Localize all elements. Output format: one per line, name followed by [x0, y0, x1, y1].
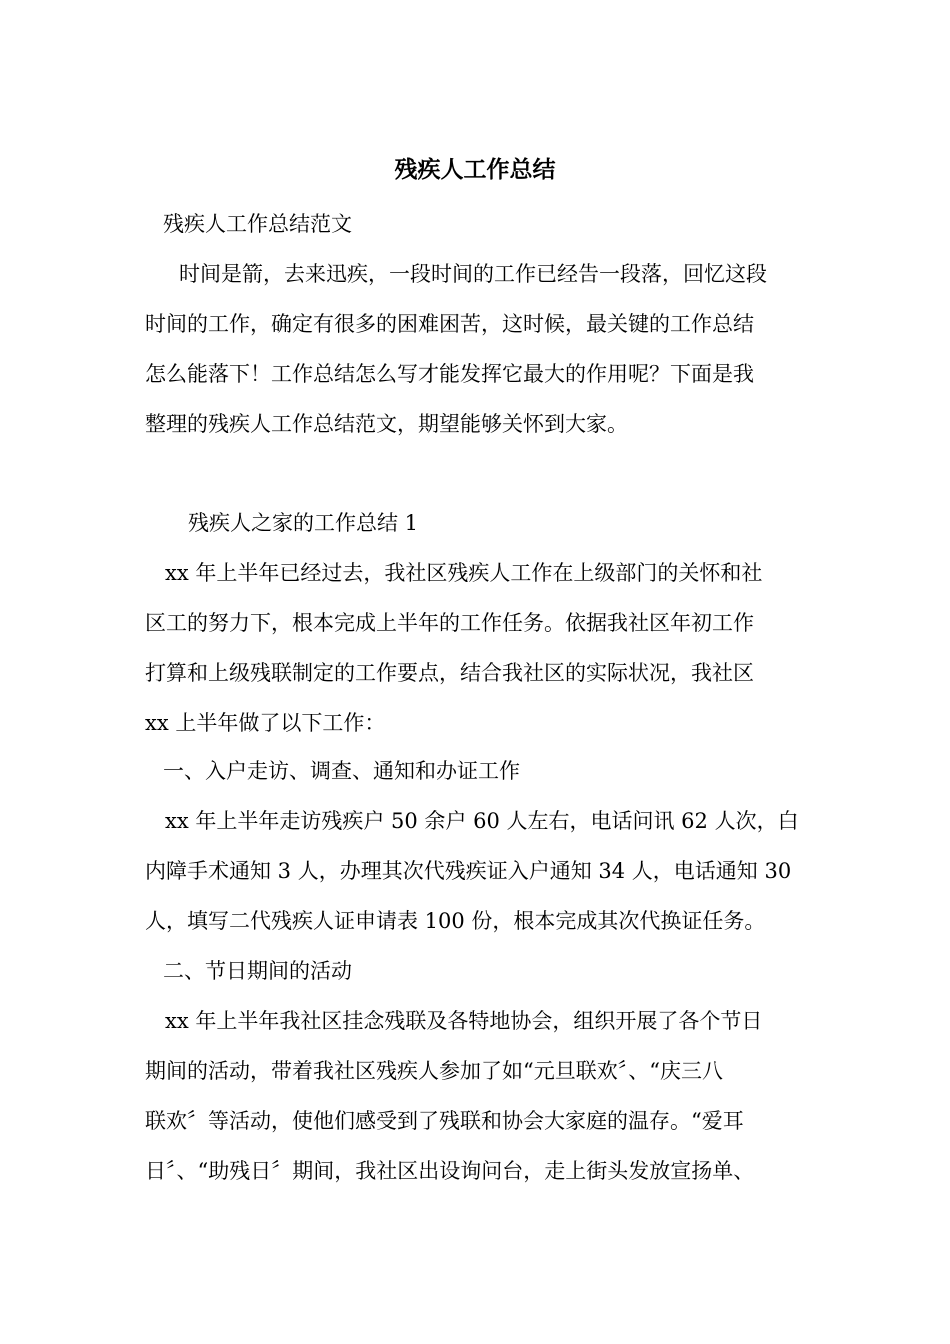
intro-line-1: 时间是箭，去来迅疾，一段时间的工作已经告一段落，回忆这段 — [179, 262, 767, 286]
subtitle-line: 残疾人工作总结范文 — [163, 212, 352, 236]
paragraph-2 — [145, 796, 810, 946]
paragraph-3 — [145, 996, 810, 1196]
intro-paragraph — [145, 249, 810, 449]
para1-line-4: xx 上半年做了以下工作： — [145, 711, 386, 735]
para2-line-1: xx 年上半年走访残疾户 50 余户 60 人左右，电话问讯 62 人次，白 — [165, 809, 799, 833]
para1-line-1: xx 年上半年已经过去，我社区残疾人工作在上级部门的关怀和社 — [165, 561, 763, 585]
para3-line-3: 联欢〞等活动，使他们感受到了残联和协会大家庭的温存。“爱耳 — [145, 1109, 744, 1133]
heading-1-line: 一、入户走访、调查、通知和办证工作 — [163, 759, 520, 783]
para2-line-2: 内障手术通知 3 人，办理其次代残疾证入户通知 34 人，电话通知 30 — [145, 859, 792, 883]
para3-line-2: 期间的活动，带着我社区残疾人参加了如“元旦联欢〞、“庆三八 — [145, 1059, 723, 1083]
heading-2-line: 二、节日期间的活动 — [163, 959, 352, 983]
document-subtitle — [163, 199, 828, 249]
intro-line-2: 时间的工作，确定有很多的困难困苦，这时候，最关键的工作总结 — [145, 312, 754, 336]
para2-line-3: 人，填写二代残疾人证申请表 100 份，根本完成其次代换证任务。 — [145, 909, 766, 933]
para3-line-4: 日〞、“助残日〞期间，我社区出设询问台，走上街头发放宣扬单、 — [145, 1159, 755, 1183]
paragraph-1 — [145, 548, 810, 748]
heading-2 — [163, 946, 828, 996]
para1-line-2: 区工的努力下，根本完成上半年的工作任务。依据我社区年初工作 — [145, 611, 754, 635]
intro-line-4: 整理的残疾人工作总结范文，期望能够关怀到大家。 — [145, 412, 628, 436]
intro-line-3: 怎么能落下！工作总结怎么写才能发挥它最大的作用呢？下面是我 — [145, 362, 754, 386]
heading-1 — [163, 746, 828, 796]
para1-line-3: 打算和上级残联制定的工作要点，结合我社区的实际状况，我社区 — [145, 661, 754, 685]
document-title: 残疾人工作总结 — [394, 156, 556, 183]
para3-line-1: xx 年上半年我社区挂念残联及各特地协会，组织开展了各个节日 — [165, 1009, 763, 1033]
section-title — [188, 498, 853, 548]
section-title-line: 残疾人之家的工作总结 1 — [188, 511, 419, 535]
